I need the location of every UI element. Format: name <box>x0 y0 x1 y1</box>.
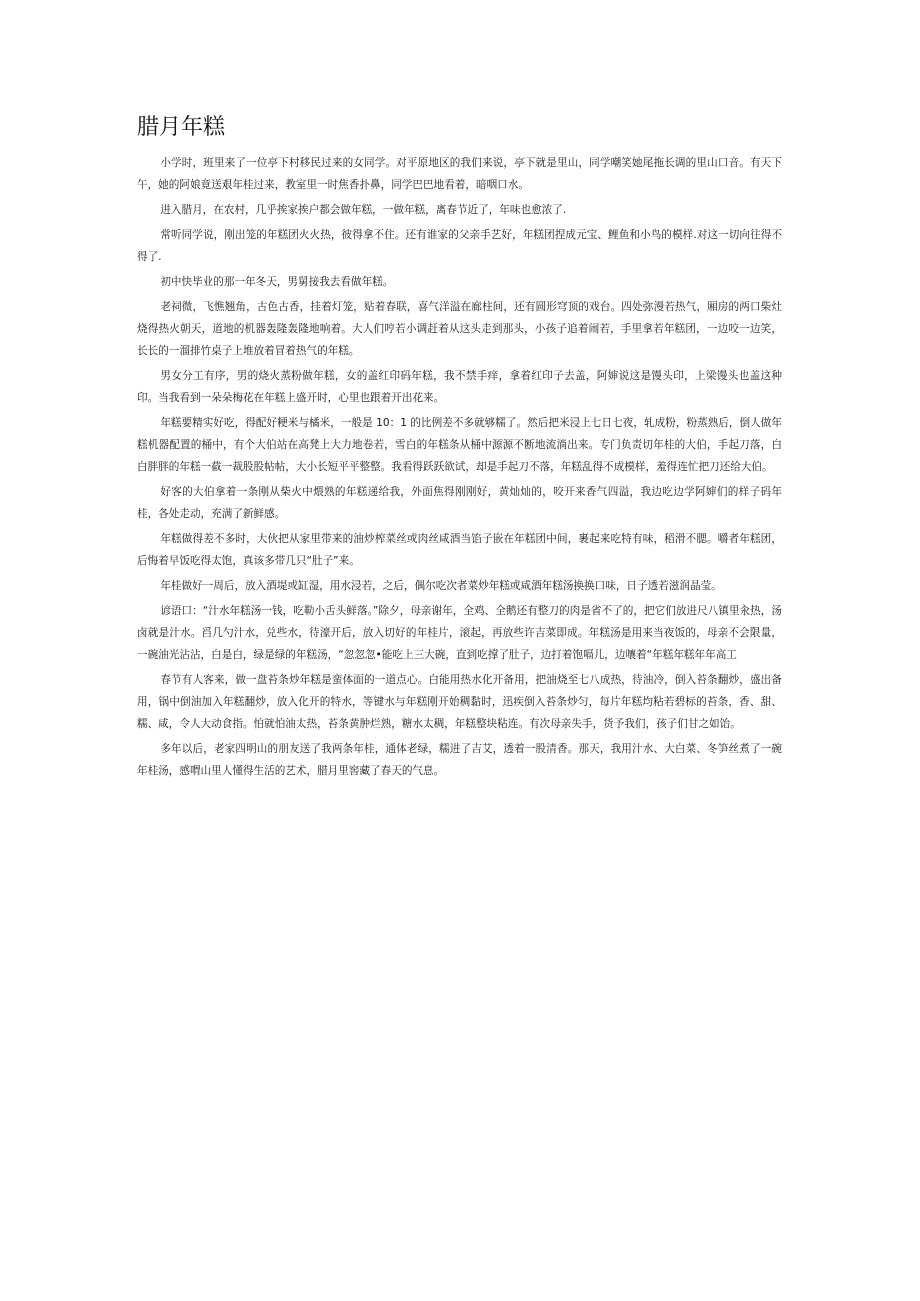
paragraph-4: 初中快毕业的那一年冬天，男舅接我去看做年糕。 <box>160 276 394 288</box>
paragraph-9: 年糕做得差不多时，大伙把从家里带来的油炒榨菜丝或肉丝咸酒当馅子嵌在年糕团中间，裹起来吃特有味，稻滑不腮。嚼者年糕团，后悔着早饭吃得太饱，真该多带几只“肚子”来。 <box>137 533 782 567</box>
paragraph-5: 老祠微，飞憔翘角，古色古香，挂着灯笼，贴着春联，喜气洋溢在廊柱间，还有圆形穹顶的戏台。四处弥漫若热气，厢房的两口柴灶烧得热火朝天，道地的机器轰隆轰隆地响着。大人们哼若小调赶着从这头走到那头，小孩子追着闹若，手里拿若年糕团，一边咬一边笑，长长的一溜排竹桌子上堆放着冒着热气的年糕。 <box>137 301 782 357</box>
paragraph-2: 进入腊月，在农村，几乎挨家挨户都会做年糕，一做年糕，离春节近了，年味也愈浓了. <box>160 204 567 216</box>
paragraph-13: 多年以后，老家四明山的朋友送了我两条年桂，通体老绿，糯进了吉艾，透着一股清香。那天，我用汁水、大白菜、冬笋丝煮了一碗年桂汤，感喟山里人懂得生活的艺术，腊月里窖藏了春天的气息。 <box>137 743 782 777</box>
page-title: 腊月年糕 <box>137 115 226 140</box>
document-page <box>137 112 782 785</box>
paragraph-7: 年糕要精实好吃，得配好粳米与橘米，一般是 10：1 的比例差不多就够糯了。然后把米浸上七日七夜，轧成粉，粉蒸熟后，倒人做年糕机器配置的桶中，有个大伯站在高凳上大力地卷若，雪白的年糕条从桶中源源不断地流淌出来。专门负责切年桂的大伯，手起刀落，白白胖胖的年糕一截一裁股股帖帖，大小长短平平整整。我看得跃跃欲试，却是手起刀不落，年糕乱得不成模样，羞得连忙把刀还给大伯。 <box>137 417 782 473</box>
paragraph-6: 男女分工有序，男的烧火蒸粉做年糕，女的盖红印码年糕，我不禁手痒，拿着红印子去盖，阿婶说这是馒头印，上梁馒头也盖这种印。当我看到一朵朵梅花在年糕上盛开时，心里也跟着开出花来。 <box>137 370 782 404</box>
paragraph-10: 年桂做好一周后，放入酒堤或缸湿，用水浸若，之后，偶尔吃次者菜炒年糕或咸酒年糕汤换换口味，日子透若滋润晶莹。 <box>160 580 722 592</box>
paragraph-11: 谚语口：“汁水年糕汤一钱，吃勒小舌头鲜落。”除夕，母亲谢年，全鸡、全鹅还有整刀的肉是省不了的，把它们放进尺八镇里汆热，汤卤就是汁水。舀几勺汁水，兑些水，待濠开后，放入切好的年桂片，滚起，再放些许吉菜即成。年糕汤是用来当夜饭的，母亲不会限量，一碗油光沾沾，白是白，绿是绿的年糕汤，“忽忽忽•能吃上三大碗，直到吃撑了肚子，边打着饱嗝儿，边嚷着“年糕年糕年年高工 <box>137 605 782 661</box>
paragraph-12: 春节有人客来，做一盘苔条炒年糕是蛮体面的一道点心。白能用热水化开备用，把油烧至七八成热，待油冷，倒入苔条翻炒，盛出备用，锅中倒油加入年糕翻炒，放入化开的特水，等键水与年糕刚开始稠黏时，迅疾倒入苔条炒匀，每片年糕均粘若碧标的苔条，香、甜、糯、咸，令人大动食指。怕就怕油太热，苔条黄肿烂熟，糖水太稠，年糕整块粘连。有次母亲失手，货予我们，孩子们甘之如饴。 <box>137 674 782 730</box>
paragraph-1: 小学时，班里来了一位亭下村移民过来的女同学。对平原地区的我们来说，亭下就是里山，同学嘲笑她尾拖长调的里山口音。有天下午，她的阿娘竟送艰年桂过来，教室里一时焦香扑鼻，同学巴巴地看着，暗咽口水。 <box>137 157 782 191</box>
paragraph-3: 常听同学说，刚出笼的年糕团火火热，彼得拿不住。还有谁家的父亲手艺好，年糕团捏成元宝、鲤鱼和小鸟的模样.对这一切向往得不得了. <box>137 229 782 263</box>
paragraph-8: 好客的大伯拿着一条刚从柴火中煨熟的年糕递给我，外面焦得刚刚好，黄灿灿的，咬开来香气四溢，我边吃边学阿婶们的样子码年桂，各处走动，充满了新鲜感。 <box>137 486 782 520</box>
